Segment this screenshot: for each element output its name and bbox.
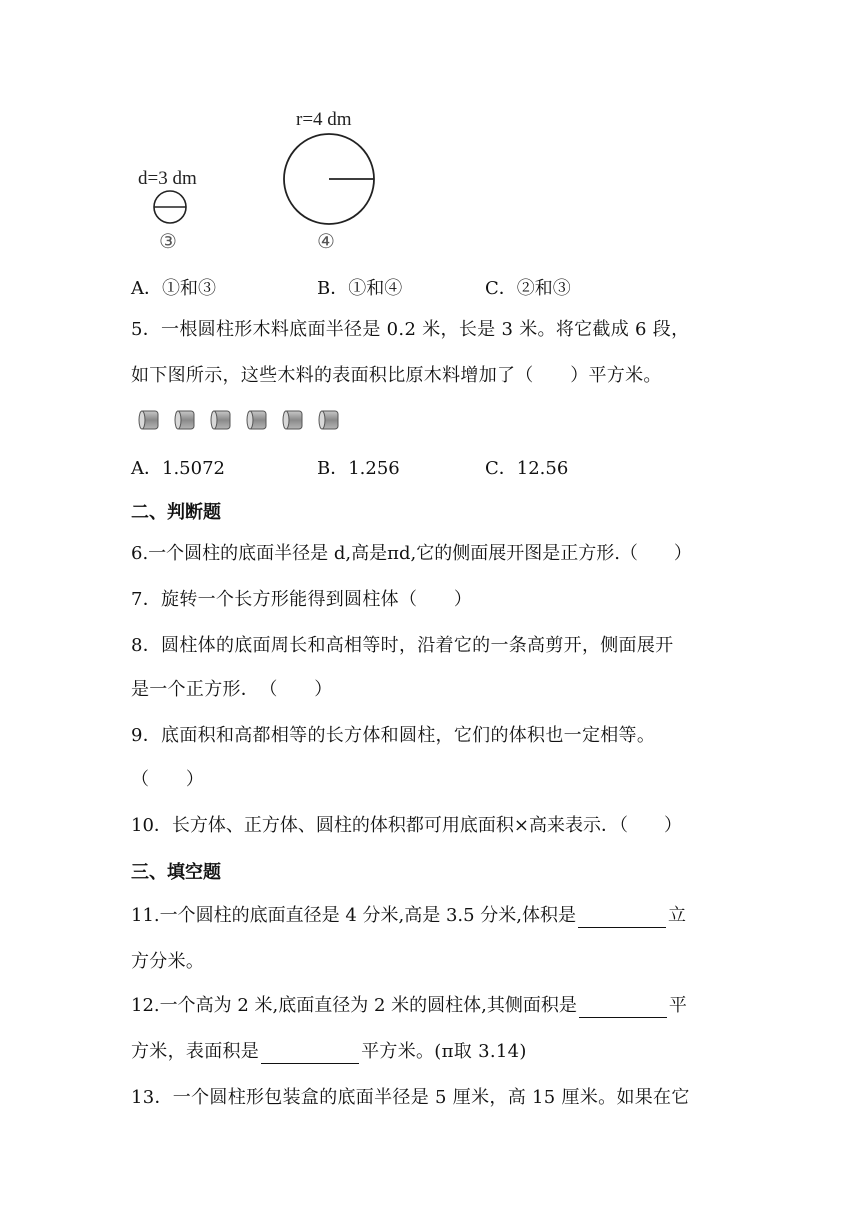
q12-text-a: 12.一个高为 2 米,底面直径为 2 米的圆柱体,其侧面积是 <box>131 995 577 1016</box>
q4-option-c: C．②和③ <box>485 278 571 299</box>
q10-text: 10．长方体、正方体、圆柱的体积都可用底面积×高来表示．（ ） <box>131 815 682 836</box>
figure-3-circle <box>152 189 188 225</box>
figure-4-circle <box>281 131 377 227</box>
cylinder-piece <box>211 411 230 429</box>
q5-option-a: A．1.5072 <box>131 458 225 479</box>
q4-option-b: B．①和④ <box>317 278 403 299</box>
q12-line-1 <box>131 994 687 1018</box>
cylinder-piece <box>139 411 158 429</box>
section-heading-fill-blank: 三、填空题 <box>131 862 221 883</box>
figure-4-label: r=4 dm <box>296 109 352 130</box>
q12-text-c: 方米，表面积是 <box>131 1041 260 1062</box>
q9-line-1: 9．底面积和高都相等的长方体和圆柱，它们的体积也一定相等。 <box>131 725 656 746</box>
q11-text-b: 立 <box>668 905 687 926</box>
q5-option-c: C．12.56 <box>485 458 569 479</box>
q7-text: 7．旋转一个长方形能得到圆柱体（ ） <box>131 589 473 610</box>
q13-line-1: 13．一个圆柱形包装盒的底面半径是 5 厘米，高 15 厘米。如果在它 <box>131 1087 690 1108</box>
cylinder-pieces-figure <box>138 408 348 432</box>
q8-line-1: 8．圆柱体的底面周长和高相等时，沿着它的一条高剪开，侧面展开 <box>131 635 674 656</box>
cylinder-piece <box>247 411 266 429</box>
q5-line-2: 如下图所示，这些木料的表面积比原木料增加了（ ）平方米。 <box>131 365 662 386</box>
q8-line-2: 是一个正方形． （ ） <box>131 679 333 700</box>
q12-surface-area-blank[interactable] <box>261 1045 359 1064</box>
figure-4-number: ④ <box>317 229 335 253</box>
q11-line-1 <box>131 904 686 928</box>
q12-text-b: 平 <box>668 995 687 1016</box>
cylinder-piece <box>175 411 194 429</box>
q6-text: 6.一个圆柱的底面半径是 d,高是πd,它的侧面展开图是正方形.（ ） <box>131 543 692 564</box>
q12-line-2 <box>131 1040 527 1064</box>
section-heading-judgment: 二、判断题 <box>131 502 221 523</box>
figure-3-label: d=3 dm <box>138 168 197 189</box>
q11-line-2: 方分米。 <box>131 951 205 972</box>
q5-line-1: 5．一根圆柱形木料底面半径是 0.2 米，长是 3 米。将它截成 6 段， <box>131 319 690 340</box>
q11-text-a: 11.一个圆柱的底面直径是 4 分米,高是 3.5 分米,体积是 <box>131 905 577 926</box>
cylinder-piece <box>283 411 302 429</box>
q12-text-d: 平方米。(π取 3.14) <box>361 1041 527 1062</box>
q5-option-b: B．1.256 <box>317 458 400 479</box>
cylinder-piece <box>319 411 338 429</box>
figure-3-number: ③ <box>159 229 177 253</box>
q11-answer-blank[interactable] <box>578 909 666 928</box>
q9-line-2: （ ） <box>131 769 205 790</box>
q4-option-a: A．①和③ <box>131 278 216 299</box>
q12-lateral-area-blank[interactable] <box>579 999 667 1018</box>
